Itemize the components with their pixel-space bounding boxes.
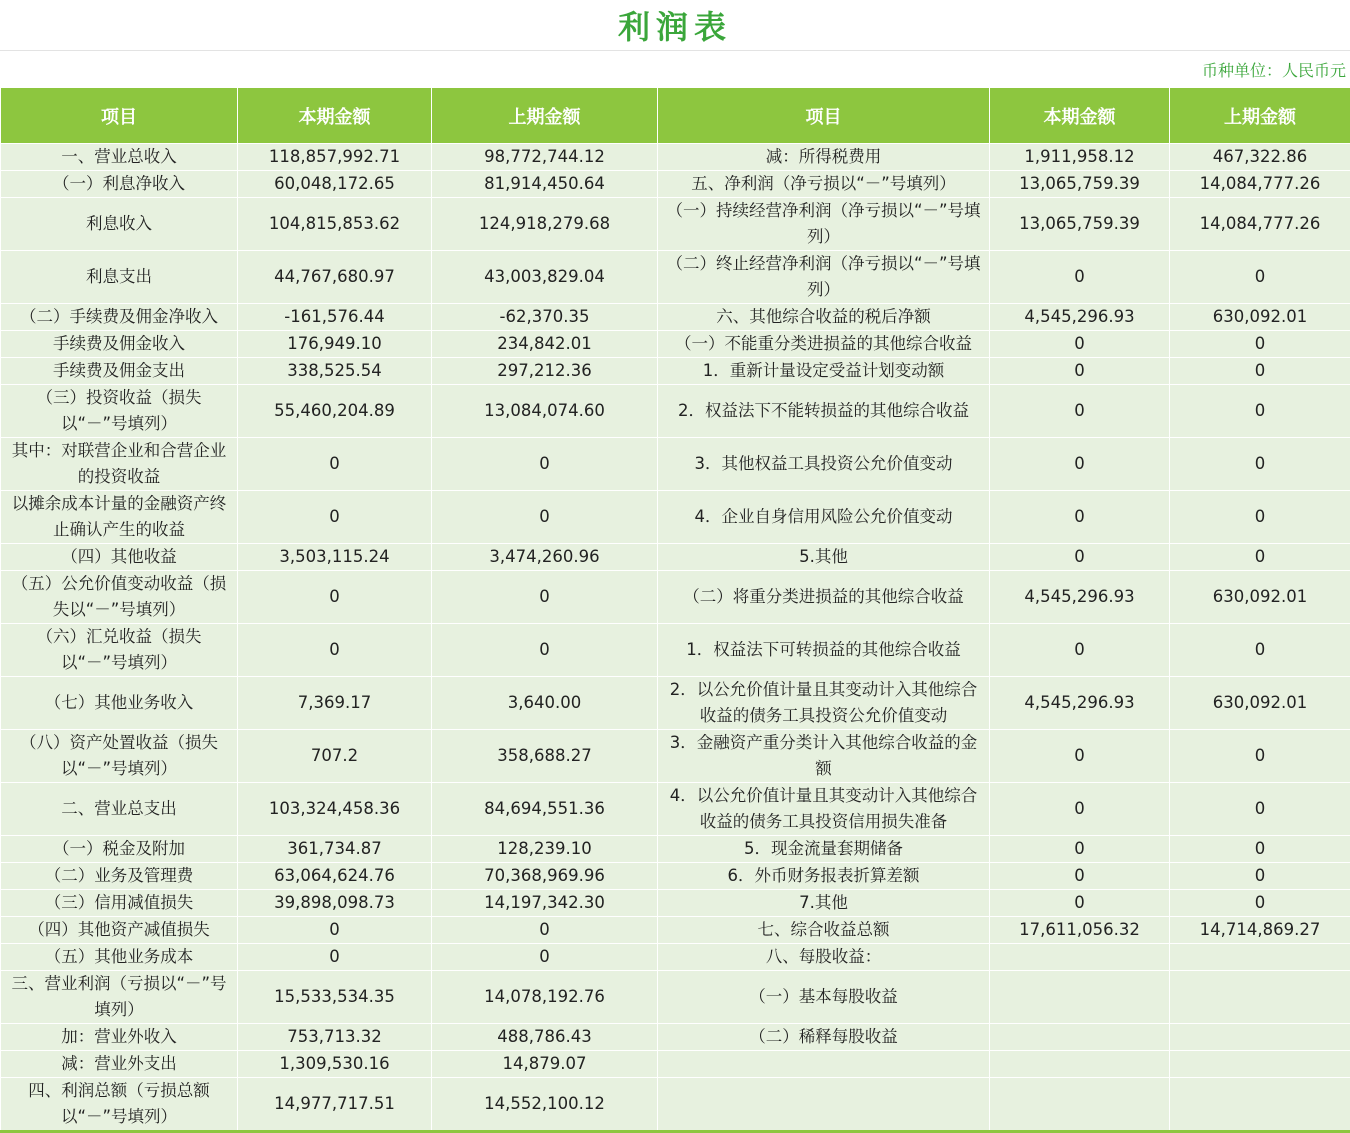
cell-previous-right	[1170, 1078, 1350, 1132]
cell-current-left: 753,713.32	[238, 1024, 432, 1051]
cell-previous-right: 0	[1170, 544, 1350, 571]
header-previous-left: 上期金额	[432, 88, 658, 144]
cell-item-right: 4．以公允价值计量且其变动计入其他综合收益的债务工具投资信用损失准备	[658, 783, 990, 836]
cell-current-right: 13,065,759.39	[990, 198, 1170, 251]
table-row	[1, 385, 1350, 438]
cell-previous-left: 13,084,074.60	[432, 385, 658, 438]
table-row	[1, 890, 1350, 917]
income-statement-table	[0, 87, 1350, 1133]
cell-previous-left: 124,918,279.68	[432, 198, 658, 251]
cell-previous-left: 0	[432, 944, 658, 971]
cell-item-right: （二）稀释每股收益	[658, 1024, 990, 1051]
table-row	[1, 331, 1350, 358]
table-row	[1, 491, 1350, 544]
cell-current-left: 707.2	[238, 730, 432, 783]
table-row	[1, 624, 1350, 677]
cell-item-left: （五）公允价值变动收益（损失以“－”号填列）	[1, 571, 238, 624]
cell-previous-left: 0	[432, 624, 658, 677]
cell-item-left: 利息支出	[1, 251, 238, 304]
cell-previous-left: 3,640.00	[432, 677, 658, 730]
cell-current-left: 1,309,530.16	[238, 1051, 432, 1078]
cell-current-right: 0	[990, 358, 1170, 385]
table-row	[1, 438, 1350, 491]
cell-item-left: 二、营业总支出	[1, 783, 238, 836]
cell-item-right	[658, 1051, 990, 1078]
cell-item-left: 其中：对联营企业和合营企业的投资收益	[1, 438, 238, 491]
cell-current-left: 104,815,853.62	[238, 198, 432, 251]
table-row	[1, 304, 1350, 331]
cell-current-right	[990, 944, 1170, 971]
table-row	[1, 730, 1350, 783]
cell-item-right: 七、综合收益总额	[658, 917, 990, 944]
header-item-left: 项目	[1, 88, 238, 144]
cell-current-right: 0	[990, 783, 1170, 836]
table-row	[1, 571, 1350, 624]
table-row	[1, 198, 1350, 251]
cell-item-right: 2．权益法下不能转损益的其他综合收益	[658, 385, 990, 438]
table-row	[1, 144, 1350, 171]
cell-item-right: 3．其他权益工具投资公允价值变动	[658, 438, 990, 491]
cell-item-left: （四）其他资产减值损失	[1, 917, 238, 944]
cell-item-left: （五）其他业务成本	[1, 944, 238, 971]
table-row	[1, 944, 1350, 971]
cell-previous-right: 0	[1170, 491, 1350, 544]
cell-previous-right: 0	[1170, 624, 1350, 677]
cell-current-left: 0	[238, 624, 432, 677]
cell-previous-right	[1170, 1024, 1350, 1051]
cell-item-right	[658, 1078, 990, 1132]
cell-current-right: 0	[990, 385, 1170, 438]
cell-current-left: 103,324,458.36	[238, 783, 432, 836]
cell-previous-right	[1170, 944, 1350, 971]
cell-current-left: 60,048,172.65	[238, 171, 432, 198]
cell-previous-right: 630,092.01	[1170, 304, 1350, 331]
cell-current-right: 0	[990, 624, 1170, 677]
cell-item-left: 减：营业外支出	[1, 1051, 238, 1078]
cell-previous-right	[1170, 971, 1350, 1024]
cell-previous-right: 0	[1170, 358, 1350, 385]
cell-item-left: 以摊余成本计量的金融资产终止确认产生的收益	[1, 491, 238, 544]
cell-current-right: 0	[990, 730, 1170, 783]
cell-item-left: （一）利息净收入	[1, 171, 238, 198]
cell-previous-left: 128,239.10	[432, 836, 658, 863]
cell-current-right	[990, 1078, 1170, 1132]
cell-item-right: （二）终止经营净利润（净亏损以“－”号填列）	[658, 251, 990, 304]
cell-item-right: 1．重新计量设定受益计划变动额	[658, 358, 990, 385]
cell-current-right: 0	[990, 438, 1170, 491]
cell-current-right: 13,065,759.39	[990, 171, 1170, 198]
cell-current-right: 1,911,958.12	[990, 144, 1170, 171]
cell-current-left: 44,767,680.97	[238, 251, 432, 304]
cell-current-right	[990, 1051, 1170, 1078]
cell-previous-right: 14,714,869.27	[1170, 917, 1350, 944]
cell-previous-right: 0	[1170, 890, 1350, 917]
cell-current-left: 39,898,098.73	[238, 890, 432, 917]
cell-item-right: （一）基本每股收益	[658, 971, 990, 1024]
cell-current-right: 0	[990, 863, 1170, 890]
cell-current-right: 0	[990, 331, 1170, 358]
cell-item-left: （三）投资收益（损失以“－”号填列）	[1, 385, 238, 438]
cell-current-right	[990, 971, 1170, 1024]
cell-current-right: 4,545,296.93	[990, 677, 1170, 730]
cell-previous-left: 0	[432, 571, 658, 624]
title-bar	[0, 0, 1350, 51]
cell-item-right: 4．企业自身信用风险公允价值变动	[658, 491, 990, 544]
cell-item-left: （六）汇兑收益（损失以“－”号填列）	[1, 624, 238, 677]
cell-current-right: 0	[990, 890, 1170, 917]
cell-previous-left: 234,842.01	[432, 331, 658, 358]
cell-current-left: 15,533,534.35	[238, 971, 432, 1024]
table-row	[1, 836, 1350, 863]
cell-previous-right: 630,092.01	[1170, 571, 1350, 624]
cell-current-left: 14,977,717.51	[238, 1078, 432, 1132]
cell-previous-left: 297,212.36	[432, 358, 658, 385]
cell-previous-left: 98,772,744.12	[432, 144, 658, 171]
cell-previous-left: 488,786.43	[432, 1024, 658, 1051]
cell-previous-right: 630,092.01	[1170, 677, 1350, 730]
cell-current-left: 118,857,992.71	[238, 144, 432, 171]
cell-item-left: 利息收入	[1, 198, 238, 251]
cell-current-right: 4,545,296.93	[990, 304, 1170, 331]
cell-item-right: 2．以公允价值计量且其变动计入其他综合收益的债务工具投资公允价值变动	[658, 677, 990, 730]
table-row	[1, 171, 1350, 198]
cell-item-right: 减：所得税费用	[658, 144, 990, 171]
cell-previous-left: 0	[432, 491, 658, 544]
cell-item-left: 手续费及佣金收入	[1, 331, 238, 358]
cell-previous-right: 0	[1170, 438, 1350, 491]
cell-item-right: 五、净利润（净亏损以“－”号填列）	[658, 171, 990, 198]
cell-previous-left: 358,688.27	[432, 730, 658, 783]
cell-previous-right: 467,322.86	[1170, 144, 1350, 171]
cell-previous-left: 14,197,342.30	[432, 890, 658, 917]
cell-current-right: 17,611,056.32	[990, 917, 1170, 944]
table-row	[1, 1024, 1350, 1051]
cell-previous-right: 14,084,777.26	[1170, 171, 1350, 198]
cell-item-left: （一）税金及附加	[1, 836, 238, 863]
table-row	[1, 917, 1350, 944]
cell-previous-left: -62,370.35	[432, 304, 658, 331]
header-row	[1, 88, 1350, 144]
cell-item-right: 1．权益法下可转损益的其他综合收益	[658, 624, 990, 677]
cell-current-right: 0	[990, 544, 1170, 571]
cell-item-right: 3．金融资产重分类计入其他综合收益的金额	[658, 730, 990, 783]
cell-item-left: （二）业务及管理费	[1, 863, 238, 890]
cell-current-left: 0	[238, 571, 432, 624]
cell-item-left: （三）信用减值损失	[1, 890, 238, 917]
currency-unit: 币种单位：人民币元	[1202, 58, 1346, 81]
cell-previous-right: 14,084,777.26	[1170, 198, 1350, 251]
cell-item-right: （二）将重分类进损益的其他综合收益	[658, 571, 990, 624]
cell-item-right: （一）不能重分类进损益的其他综合收益	[658, 331, 990, 358]
header-item-right: 项目	[658, 88, 990, 144]
cell-item-left: 手续费及佣金支出	[1, 358, 238, 385]
cell-current-left: 0	[238, 944, 432, 971]
cell-previous-left: 14,078,192.76	[432, 971, 658, 1024]
cell-previous-left: 0	[432, 917, 658, 944]
cell-item-left: （二）手续费及佣金净收入	[1, 304, 238, 331]
cell-previous-right	[1170, 1051, 1350, 1078]
cell-item-left: （四）其他收益	[1, 544, 238, 571]
cell-previous-left: 43,003,829.04	[432, 251, 658, 304]
cell-previous-right: 0	[1170, 385, 1350, 438]
cell-current-left: 0	[238, 438, 432, 491]
cell-current-left: -161,576.44	[238, 304, 432, 331]
cell-item-left: 一、营业总收入	[1, 144, 238, 171]
cell-current-left: 7,369.17	[238, 677, 432, 730]
cell-current-left: 3,503,115.24	[238, 544, 432, 571]
cell-item-left: 四、利润总额（亏损总额以“－”号填列）	[1, 1078, 238, 1132]
cell-current-right: 0	[990, 836, 1170, 863]
cell-current-left: 176,949.10	[238, 331, 432, 358]
cell-previous-left: 81,914,450.64	[432, 171, 658, 198]
cell-current-left: 0	[238, 491, 432, 544]
cell-item-left: 加：营业外收入	[1, 1024, 238, 1051]
cell-item-left: （八）资产处置收益（损失以“－”号填列）	[1, 730, 238, 783]
cell-item-right: 八、每股收益：	[658, 944, 990, 971]
cell-item-right: 5.其他	[658, 544, 990, 571]
cell-previous-right: 0	[1170, 783, 1350, 836]
cell-current-left: 361,734.87	[238, 836, 432, 863]
table-row	[1, 1051, 1350, 1078]
page-title: 利润表	[618, 2, 732, 48]
cell-previous-left: 14,879.07	[432, 1051, 658, 1078]
cell-previous-left: 70,368,969.96	[432, 863, 658, 890]
cell-item-right: 六、其他综合收益的税后净额	[658, 304, 990, 331]
table-row	[1, 251, 1350, 304]
table-body	[1, 144, 1350, 1132]
header-current-left: 本期金额	[238, 88, 432, 144]
cell-current-left: 63,064,624.76	[238, 863, 432, 890]
cell-previous-left: 84,694,551.36	[432, 783, 658, 836]
cell-item-right: 7.其他	[658, 890, 990, 917]
table-row	[1, 677, 1350, 730]
header-previous-right: 上期金额	[1170, 88, 1350, 144]
table-row	[1, 358, 1350, 385]
cell-previous-right: 0	[1170, 863, 1350, 890]
cell-current-right: 0	[990, 491, 1170, 544]
cell-item-left: （七）其他业务收入	[1, 677, 238, 730]
table-row	[1, 544, 1350, 571]
table-row	[1, 863, 1350, 890]
cell-current-left: 338,525.54	[238, 358, 432, 385]
table-row	[1, 971, 1350, 1024]
cell-item-right: 6．外币财务报表折算差额	[658, 863, 990, 890]
cell-item-left: 三、营业利润（亏损以“－”号填列）	[1, 971, 238, 1024]
cell-previous-left: 14,552,100.12	[432, 1078, 658, 1132]
cell-current-left: 0	[238, 917, 432, 944]
cell-previous-right: 0	[1170, 836, 1350, 863]
cell-previous-left: 3,474,260.96	[432, 544, 658, 571]
cell-current-right: 0	[990, 251, 1170, 304]
cell-previous-left: 0	[432, 438, 658, 491]
cell-previous-right: 0	[1170, 730, 1350, 783]
header-current-right: 本期金额	[990, 88, 1170, 144]
cell-current-right: 4,545,296.93	[990, 571, 1170, 624]
currency-unit-bar	[0, 51, 1350, 87]
cell-item-right: （一）持续经营净利润（净亏损以“－”号填列）	[658, 198, 990, 251]
cell-item-right: 5．现金流量套期储备	[658, 836, 990, 863]
cell-previous-right: 0	[1170, 331, 1350, 358]
cell-previous-right: 0	[1170, 251, 1350, 304]
cell-current-right	[990, 1024, 1170, 1051]
cell-current-left: 55,460,204.89	[238, 385, 432, 438]
table-row	[1, 1078, 1350, 1132]
table-row	[1, 783, 1350, 836]
